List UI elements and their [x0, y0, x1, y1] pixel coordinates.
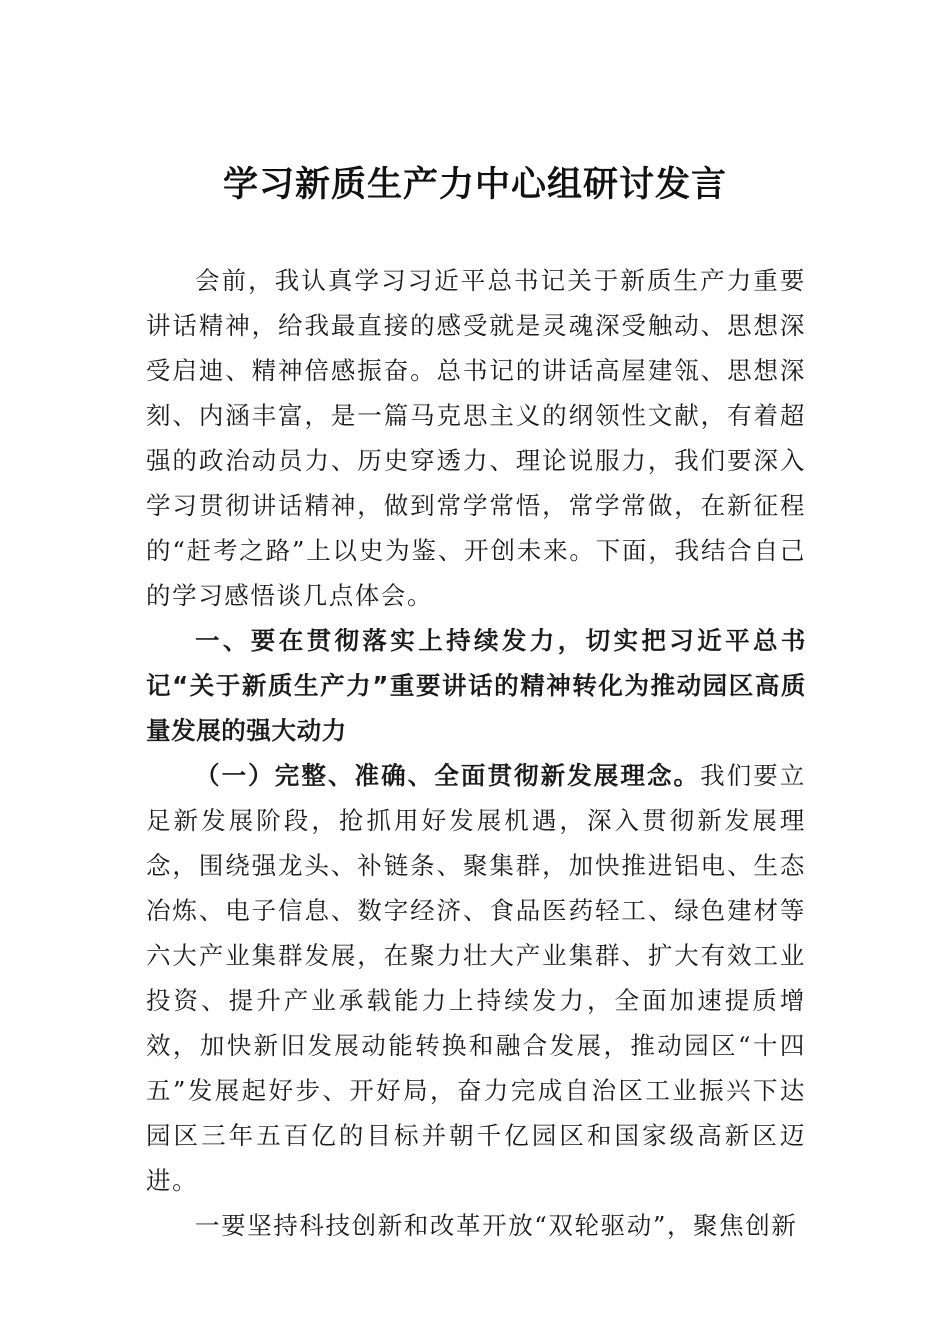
item-paragraph-1 — [146, 753, 806, 1203]
point-paragraph-1: 一要坚持科技创新和改革开放“双轮驱动”，聚焦创新 — [195, 1211, 798, 1240]
document-title: 学习新质生产力中心组研讨发言 — [222, 164, 727, 205]
section-heading-1: 一、要在贯彻落实上持续发力，切实把习近平总书记“关于新质生产力”重要讲话的精神转化为推动园区高质量发展的强大动力 — [146, 626, 806, 745]
item-body-1: 我们要立足新发展阶段，抢抓用好发展机遇，深入贯彻新发展理念，围绕强龙头、补链条、聚集群，加快推进铝电、生态冶炼、电子信息、数字经济、食品医药轻工、绿色建材等六大产业集群发展，在聚力壮大产业集群、扩大有效工业投资、提升产业承载能力上持续发力，全面加速提质增效，加快新旧发展动能转换和融合发展，推动园区“十四五”发展起好步、开好局，奋力完成自治区工业振兴下达园区三年五百亿的目标并朝千亿园区和国家级高新区迈进。 — [146, 761, 806, 1195]
item-heading-1: （一）完整、准确、全面贯彻新发展理念。 — [195, 761, 701, 790]
intro-paragraph: 会前，我认真学习习近平总书记关于新质生产力重要讲话精神，给我最直接的感受就是灵魂深受触动、思想深受启迪、精神倍感振奋。总书记的讲话高屋建瓴、思想深刻、内涵丰富，是一篇马克思主义的纲领性文献，有着超强的政治动员力、历史穿透力、理论说服力，我们要深入学习贯彻讲话精神，做到常学常悟，常学常做，在新征程的“赶考之路”上以史为鉴、开创未来。下面，我结合自己的学习感悟谈几点体会。 — [146, 266, 806, 610]
document-body — [146, 258, 806, 1248]
